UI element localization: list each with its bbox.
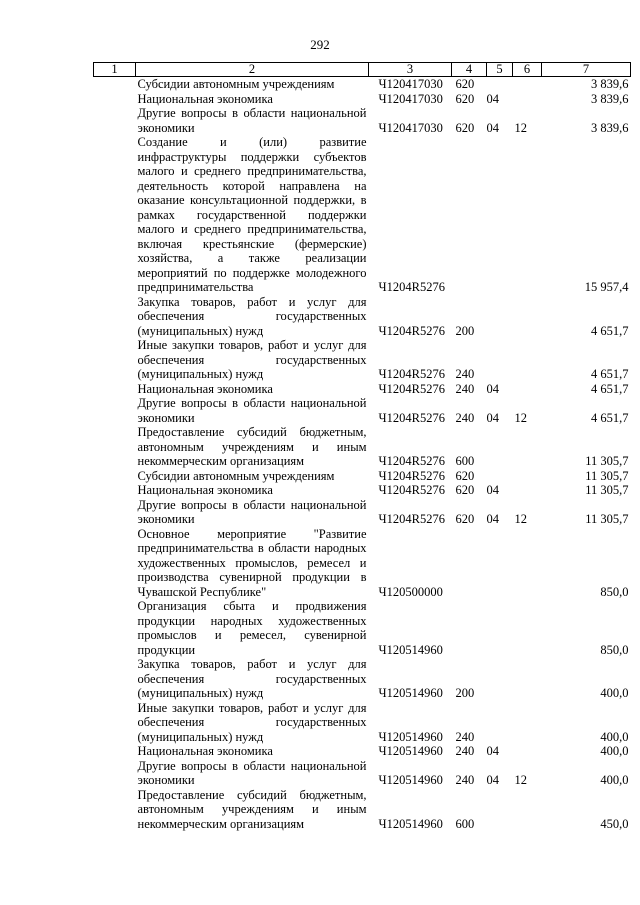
row-pr (513, 483, 542, 498)
blank-cell (94, 396, 136, 425)
row-code: Ч120514960 (378, 729, 443, 744)
row-name: Другие вопросы в области национальной экономики (137, 497, 367, 526)
row-vr: 600 (455, 816, 475, 831)
table-row (94, 759, 631, 788)
row-name: Иные закупки товаров, работ и услуг для обеспечения государственных (муниципальных) нужд (137, 338, 367, 381)
row-name: Национальная экономика (137, 744, 273, 758)
row-code: Ч1204R5276 (378, 454, 445, 468)
row-vr: 240 (455, 410, 475, 425)
blank-cell (94, 788, 136, 832)
row-sum: 11 305,7 (585, 468, 629, 483)
row-name: Основное мероприятие "Развитие предпринимательства в области народных художественных промыслов, ремесел и производства сувенирной продукции в Чувашской Республике" (137, 526, 367, 599)
page-number: 292 (310, 37, 330, 52)
row-rz (487, 77, 513, 92)
row-name: Закупка товаров, работ и услуг для обеспечения государственных (муниципальных) нужд (137, 657, 367, 700)
row-pr (513, 701, 542, 745)
row-sum: 850,0 (600, 642, 629, 657)
table-row (94, 469, 631, 484)
row-rz (487, 469, 513, 484)
row-vr: 240 (455, 773, 475, 787)
row-sum: 4 651,7 (591, 323, 629, 338)
row-pr: 12 (514, 512, 527, 526)
row-rz (487, 527, 513, 600)
row-rz: 04 (486, 512, 499, 526)
row-pr (513, 527, 542, 600)
row-pr (513, 77, 542, 92)
row-name: Другие вопросы в области национальной экономики (137, 106, 367, 135)
row-pr (513, 338, 542, 382)
table-row (94, 527, 631, 600)
row-rz (487, 788, 513, 832)
row-sum: 15 957,4 (584, 280, 629, 294)
row-name: Закупка товаров, работ и услуг для обеспечения государственных (муниципальных) нужд (137, 294, 367, 338)
row-vr: 620 (455, 120, 475, 135)
table-row (94, 106, 631, 135)
row-pr (513, 788, 542, 832)
blank-cell (94, 295, 136, 339)
table-row (94, 77, 631, 92)
row-sum: 11 305,7 (585, 454, 629, 468)
row-rz (487, 599, 513, 657)
row-pr (513, 295, 542, 339)
row-rz: 04 (486, 120, 499, 135)
row-code: Ч1204R5276 (378, 483, 445, 497)
header-col-2: 2 (136, 63, 369, 77)
row-code: Ч120500000 (378, 584, 443, 599)
row-pr (513, 382, 542, 397)
row-sum: 400,0 (600, 729, 629, 744)
row-name: Предоставление субсидий бюджетным, автономным учреждениям и иным некоммерческим организациям (137, 787, 367, 831)
row-sum: 4 651,7 (591, 410, 629, 425)
table-row (94, 135, 631, 295)
blank-cell (94, 498, 136, 527)
row-name: Национальная экономика (137, 381, 273, 396)
row-rz (487, 657, 513, 701)
header-row (94, 63, 631, 77)
row-name: Иные закупки товаров, работ и услуг для обеспечения государственных (муниципальных) нужд (137, 700, 367, 744)
row-code: Ч120514960 (378, 773, 443, 787)
row-pr: 12 (514, 410, 527, 425)
row-pr (513, 425, 542, 469)
table-row (94, 396, 631, 425)
row-rz: 04 (486, 381, 499, 396)
row-vr: 620 (455, 512, 475, 526)
blank-cell (94, 599, 136, 657)
row-code: Ч120514960 (378, 816, 443, 831)
row-code: Ч120514960 (378, 744, 443, 758)
table-row (94, 425, 631, 469)
budget-table (93, 62, 631, 831)
row-vr (452, 135, 487, 295)
blank-cell (94, 701, 136, 745)
row-pr (513, 744, 542, 759)
row-code: Ч120417030 (378, 77, 443, 91)
row-rz: 04 (486, 91, 499, 106)
row-rz (487, 425, 513, 469)
blank-cell (94, 469, 136, 484)
row-name: Предоставление субсидий бюджетным, автономным учреждениям и иным некоммерческим организациям (137, 425, 367, 468)
row-vr (452, 599, 487, 657)
row-rz (487, 338, 513, 382)
row-name: Национальная экономика (137, 483, 273, 497)
table-row (94, 744, 631, 759)
table-row (94, 382, 631, 397)
row-vr: 200 (455, 323, 475, 338)
row-vr (452, 527, 487, 600)
row-sum: 3 839,6 (591, 91, 629, 106)
blank-cell (94, 744, 136, 759)
blank-cell (94, 425, 136, 469)
row-code: Ч1204R5276 (378, 280, 445, 294)
header-col-5: 5 (487, 63, 513, 77)
blank-cell (94, 106, 136, 135)
row-code: Ч1204R5276 (378, 381, 445, 396)
row-sum: 3 839,6 (591, 120, 629, 135)
header-col-6: 6 (513, 63, 542, 77)
row-name: Национальная экономика (137, 91, 273, 106)
table-row (94, 657, 631, 701)
row-sum: 400,0 (600, 686, 629, 700)
row-code: Ч1204R5276 (378, 367, 445, 381)
row-sum: 400,0 (600, 744, 629, 758)
table-body (94, 77, 631, 832)
row-sum: 3 839,6 (591, 77, 629, 91)
row-pr: 12 (514, 120, 527, 135)
header-col-4: 4 (452, 63, 487, 77)
row-rz (487, 701, 513, 745)
table-row (94, 92, 631, 107)
row-sum: 11 305,7 (585, 512, 629, 526)
table-row (94, 338, 631, 382)
blank-cell (94, 759, 136, 788)
row-vr: 240 (455, 729, 475, 744)
row-rz: 04 (486, 410, 499, 425)
blank-cell (94, 382, 136, 397)
row-name: Другие вопросы в области национальной экономики (137, 396, 367, 425)
row-code: Ч1204R5276 (378, 410, 445, 425)
row-pr (513, 92, 542, 107)
table-row (94, 498, 631, 527)
row-name: Субсидии автономным учреждениям (137, 77, 335, 91)
row-name: Другие вопросы в области национальной экономики (137, 758, 367, 787)
row-vr: 620 (455, 91, 475, 106)
row-code: Ч120417030 (378, 91, 443, 106)
header-col-3: 3 (369, 63, 452, 77)
row-vr: 240 (455, 367, 475, 381)
row-code: Ч120417030 (378, 120, 443, 135)
row-rz: 04 (486, 773, 499, 787)
row-vr: 620 (455, 77, 475, 91)
row-code: Ч1204R5276 (378, 512, 445, 526)
row-sum: 400,0 (600, 773, 629, 787)
table-header (94, 63, 631, 77)
row-vr: 240 (455, 744, 475, 758)
row-sum: 450,0 (600, 816, 629, 831)
row-vr: 240 (455, 381, 475, 396)
row-pr (513, 469, 542, 484)
header-col-7: 7 (542, 63, 631, 77)
row-vr: 600 (455, 454, 475, 468)
header-col-1: 1 (94, 63, 136, 77)
row-pr (513, 599, 542, 657)
blank-cell (94, 135, 136, 295)
row-rz: 04 (486, 483, 499, 497)
row-code: Ч1204R5276 (378, 468, 445, 483)
table-row (94, 295, 631, 339)
blank-cell (94, 527, 136, 600)
blank-cell (94, 92, 136, 107)
table-row (94, 701, 631, 745)
row-code: Ч120514960 (378, 642, 443, 657)
blank-cell (94, 483, 136, 498)
blank-cell (94, 657, 136, 701)
row-sum: 11 305,7 (585, 483, 629, 497)
row-rz (487, 135, 513, 295)
row-code: Ч120514960 (378, 686, 443, 700)
row-pr: 12 (514, 773, 527, 787)
blank-cell (94, 77, 136, 92)
row-sum: 4 651,7 (591, 367, 629, 381)
row-pr (513, 135, 542, 295)
row-sum: 850,0 (600, 584, 629, 599)
row-vr: 620 (455, 468, 475, 483)
row-code: Ч1204R5276 (378, 323, 445, 338)
row-name: Организация сбыта и продвижения продукции народных художественных промыслов и ремесел, сувенирной продукции (137, 599, 367, 657)
table-row (94, 788, 631, 832)
row-name: Субсидии автономным учреждениям (137, 468, 335, 483)
row-rz (487, 295, 513, 339)
table-row (94, 599, 631, 657)
row-vr: 620 (455, 483, 475, 497)
blank-cell (94, 338, 136, 382)
table-row (94, 483, 631, 498)
row-pr (513, 657, 542, 701)
row-sum: 4 651,7 (591, 381, 629, 396)
row-name: Создание и (или) развитие инфраструктуры поддержки субъектов малого и среднего предпринимательства, деятельность которой направлена на оказание консультационной поддержки, в рамках государственной поддержки малого и среднего предпринимательства, включая крестьянские (фермерские) хозяйства, а также реализации мероприятий по поддержке молодежного предпринимательства (137, 135, 367, 294)
row-vr: 200 (455, 686, 475, 700)
row-rz: 04 (486, 744, 499, 758)
